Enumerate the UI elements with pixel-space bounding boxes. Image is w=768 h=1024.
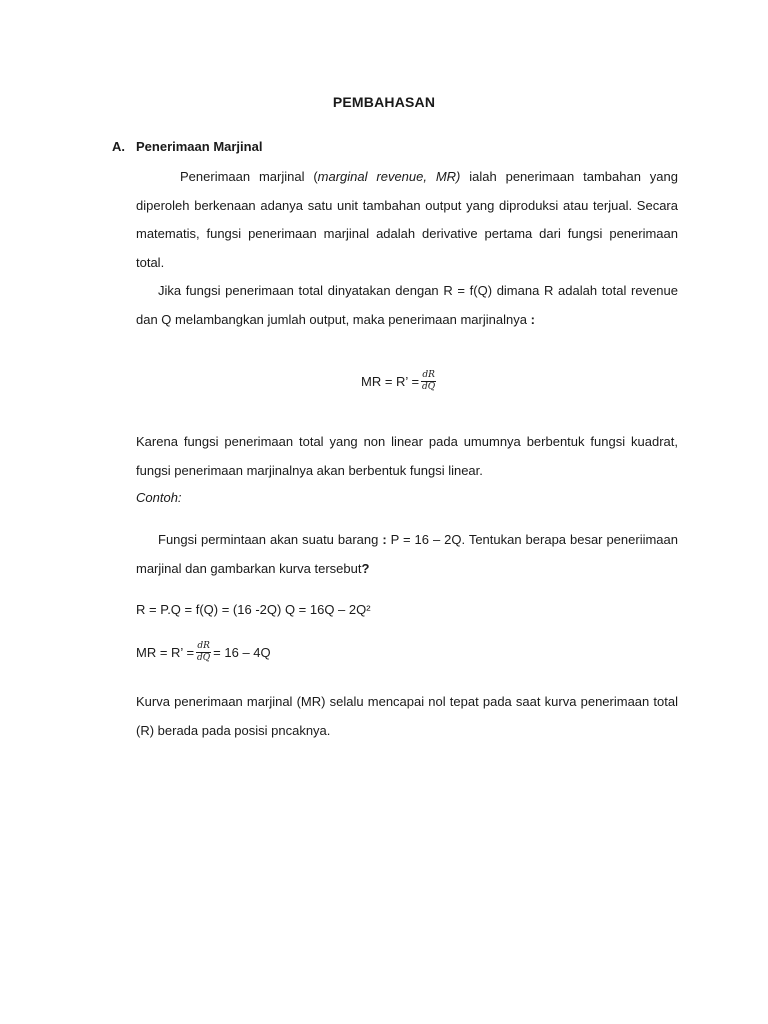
- paragraph-function: [136, 277, 678, 334]
- paragraph-definition-start: Penerimaan marjinal (: [180, 169, 318, 184]
- paragraph-example-text: Fungsi permintaan akan suatu barang: [158, 532, 383, 547]
- paragraph-definition-italic: marginal revenue, MR): [317, 169, 461, 184]
- paragraph-example-question: ?: [361, 560, 370, 576]
- formula-mr-result-rhs: = 16 – 4Q: [213, 645, 271, 660]
- equation-revenue: R = P.Q = f(Q) = (16 -2Q) Q = 16Q – 2Q²: [136, 602, 371, 617]
- paragraph-function-text: Jika fungsi penerimaan total dinyatakan dengan R = f(Q) dimana R adalah total revenue dan Q melambangkan jumlah output, maka penerimaan marjinalnya: [136, 283, 678, 327]
- paragraph-example: [136, 526, 678, 583]
- document-title: PEMBAHASAN: [332, 94, 436, 110]
- paragraph-example-colon: :: [382, 532, 387, 547]
- paragraph-definition-rest: ialah penerimaan tambahan yang diperoleh berkenaan adanya satu unit tambahan output yang diproduksi atau terjual. Secara matematis, fungsi penerimaan marjinal adalah derivative pertama dari fungsi penerimaan total.: [136, 169, 678, 270]
- paragraph-conclusion: Kurva penerimaan marjinal (MR) selalu mencapai nol tepat pada saat kurva penerimaan total (R) berada pada posisi pncaknya.: [136, 694, 678, 738]
- paragraph-definition: [136, 163, 678, 277]
- section-marker: A.: [112, 139, 125, 154]
- paragraph-example-text2: P = 16 – 2Q. Tentukan berapa besar peneriimaan marjinal dan gambarkan kurva tersebut: [136, 532, 678, 576]
- fraction-numerator: dR: [422, 370, 435, 380]
- fraction-denominator: dQ: [422, 382, 436, 392]
- fraction-dr-dq: [421, 370, 436, 393]
- formula-mr-result: [136, 641, 271, 664]
- fraction-dr-dq-2: [196, 641, 211, 664]
- example-label: Contoh:: [136, 490, 182, 505]
- formula-mr-result-lhs: MR = R’ =: [136, 645, 195, 660]
- section-heading: [112, 139, 262, 154]
- fraction-denominator-2: dQ: [197, 653, 211, 663]
- formula-mr-lhs: MR = R’ =: [361, 374, 420, 389]
- paragraph-nonlinear: Karena fungsi penerimaan total yang non linear pada umumnya berbentuk fungsi kuadrat, fungsi penerimaan marjinalnya akan berbentuk fungsi linear.: [136, 434, 678, 478]
- fraction-numerator-2: dR: [197, 641, 210, 651]
- formula-mr-derivative: [361, 370, 438, 393]
- section-heading-text: Penerimaan Marjinal: [136, 139, 263, 154]
- paragraph-function-colon: :: [530, 311, 535, 327]
